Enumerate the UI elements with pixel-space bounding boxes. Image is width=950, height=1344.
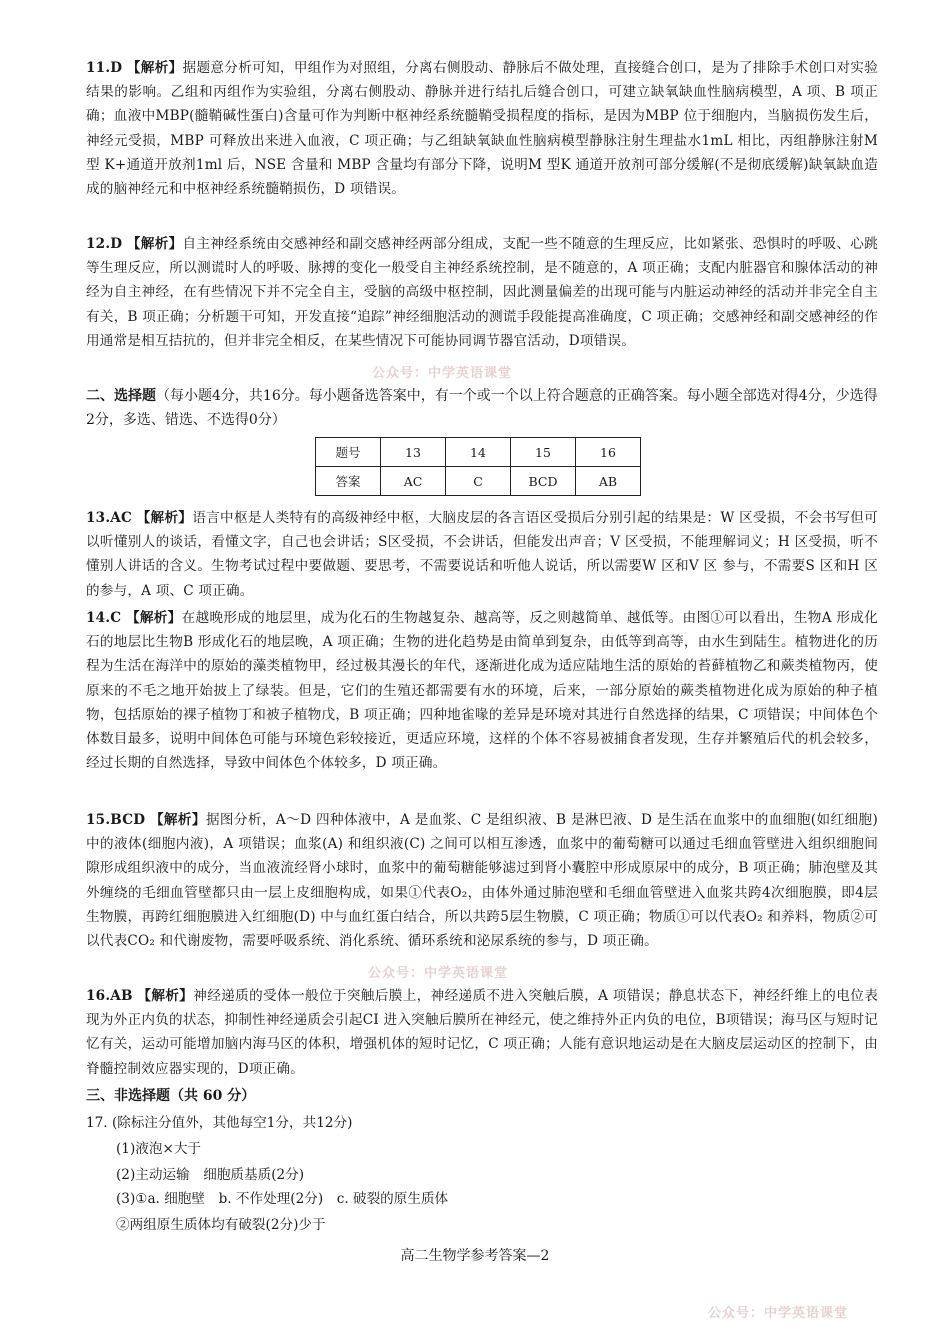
- answer-12-explanation: 自主神经系统由交感神经和副交感神经两部分组成，支配一些不随意的生理反应，比如紧张、恐惧时的呼吸、心跳等生理反应，所以测谎时人的呼吸、脉搏的变化一般受自主神经系统控制，是不随意的，A 项正确；支配内脏器官和腺体活动的神经为自主神经，在有些情况下并不完全自主，受脑的高级中枢控制，因此测量偏差的出现可能与内脏运动神经的活动并非完全自主有关，B 项正确；分析题干可知，开发直接“追踪”神经细胞活动的测谎手段能提高准确度，C 项正确；交感神经和副交感神经的作用通常是相互拮抗的，但并非完全相反，在某些情况下可能协同调节器官活动，D项错误。: [86, 236, 878, 349]
- answer-table-number-16: 16: [576, 438, 641, 467]
- answer-15: [86, 808, 878, 953]
- answer-13: [86, 506, 878, 603]
- answer-table-label-answer: 答案: [316, 467, 381, 496]
- answer-17-part-3: (3)①a. 细胞壁 b. 不作处理(2分) c. 破裂的原生质体: [116, 1191, 449, 1207]
- answer-table-answer-16: AB: [576, 467, 641, 496]
- answer-13-number: 13.AC: [86, 510, 133, 526]
- answer-17-part-1: (1)液泡×大于: [116, 1141, 202, 1157]
- answer-15-tag: 【解析】: [149, 812, 206, 828]
- answer-16: [86, 984, 878, 1081]
- answer-13-explanation: 语言中枢是人类特有的高级神经中枢，大脑皮层的各言语区受损后分别引起的结果是：W 区受损，不会书写但可以听懂别人的谈话，看懂文字，自己也会讲话；S区受损，不会讲话，但能发出声音；V 区受损，不能理解词义；H 区受损，听不懂别人讲话的含义。生物考试过程中要做题、要思考，不需要说话和听他人说话，所以需要W 区和V 区 参与，不需要S 区和H 区的参与，A 项、C 项正确。: [86, 510, 878, 599]
- answer-table-answer-13: AC: [381, 467, 446, 496]
- answer-14: [86, 606, 878, 775]
- watermark-1: 公众号：中学英语课堂: [372, 366, 513, 381]
- answer-table-answer-15: BCD: [511, 467, 576, 496]
- answer-13-tag: 【解析】: [136, 510, 193, 526]
- answer-12-tag: 【解析】: [126, 236, 183, 252]
- section-3-heading: 三、非选择题（共 60 分）: [86, 1088, 256, 1104]
- answer-14-number: 14.C: [86, 610, 122, 626]
- answer-table-answer-row: [316, 467, 641, 496]
- answer-table-number-row: [316, 438, 641, 467]
- section-2-title: 二、选择题: [86, 388, 156, 404]
- watermark-3: 公众号：中学英语课堂: [708, 1306, 849, 1321]
- answer-16-tag: 【解析】: [137, 988, 194, 1004]
- answer-table-number-13: 13: [381, 438, 446, 467]
- section-2-heading: [86, 384, 886, 432]
- answer-16-number: 16.AB: [86, 988, 133, 1004]
- watermark-2: 公众号：中学英语课堂: [368, 966, 509, 981]
- answer-15-number: 15.BCD: [86, 812, 146, 828]
- answer-17-header: 17. (除标注分值外，其他每空1分，共12分): [86, 1115, 353, 1131]
- answer-table-answer-14: C: [446, 467, 511, 496]
- answer-11-explanation: 据题意分析可知，甲组作为对照组，分离右侧股动、静脉后不做处理，直接缝合创口，是为了排除手术创口对实验结果的影响。乙组和丙组作为实验组，分离右侧股动、静脉并进行结扎后缝合创口，可建立缺氧缺血性脑病模型，A 项、B 项正确；血液中MBP(髓鞘碱性蛋白)含量可作为判断中枢神经系统髓鞘受损程度的指标，是因为MBP 位于细胞内，当脑损伤发生后，神经元受损，MBP 可释放出来进入血液，C 项正确；与乙组缺氧缺血性脑病模型静脉注射生理盐水1mL 相比，丙组静脉注射M 型 K+通道开放剂1ml 后，NSE 含量和 MBP 含量均有部分下降，说明M 型K 通道开放剂可部分缓解(不是彻底缓解)缺氧缺血造成的脑神经元和中枢神经系统髓鞘损伤，D 项错误。: [86, 60, 878, 198]
- answer-table-label-number: 题号: [316, 438, 381, 467]
- answer-table: [315, 437, 641, 496]
- answer-table-number-15: 15: [511, 438, 576, 467]
- answer-11-number: 11.D: [86, 60, 123, 76]
- answer-15-explanation: 据图分析，A～D 四种体液中，A 是血浆、C 是组织液、B 是淋巴液、D 是生活在血浆中的血细胞(如红细胞)中的液体(细胞内液)，A 项错误；血浆(A) 和组织液(C) 之间可以相互渗透，血浆中的葡萄糖可以通过毛细血管壁进入组织细胞间隙形成组织液中的成分，当血液流经肾小球时，血浆中的葡萄糖能够滤过到肾小囊腔中形成原尿中的成分，B 项正确；肺泡壁及其外缠绕的毛细血管壁都只由一层上皮细胞构成，如果①代表O₂，由体外通过肺泡壁和毛细血管壁进入血浆共跨4次细胞膜，即4层生物膜，再跨红细胞膜进入红细胞(D) 中与血红蛋白结合，所以共跨5层生物膜，C 项正确；物质①可以代表O₂ 和养料，物质②可以代表CO₂ 和代谢废物，需要呼吸系统、消化系统、循环系统和泌尿系统的参与，D 项正确。: [86, 812, 878, 950]
- answer-14-tag: 【解析】: [125, 610, 182, 626]
- answer-12-number: 12.D: [86, 236, 123, 252]
- answer-11: [86, 56, 878, 201]
- answer-11-tag: 【解析】: [126, 60, 183, 76]
- answer-17-part-2: (2)主动运输 细胞质基质(2分): [116, 1167, 305, 1183]
- page-footer: 高二生物学参考答案—2: [400, 1248, 550, 1264]
- answer-14-explanation: 在越晚形成的地层里，成为化石的生物越复杂、越高等，反之则越简单、越低等。由图①可以看出，生物A 形成化石的地层比生物B 形成化石的地层晚，A 项正确；生物的进化趋势是由简单到复杂，由低等到高等，由水生到陆生。植物进化的历程为生活在海洋中的原始的藻类植物甲，经过极其漫长的年代，逐渐进化成为适应陆地生活的原始的苔藓植物乙和蕨类植物丙，使原来的不毛之地开始披上了绿装。但是，它们的生殖还都需要有水的环境，后来，一部分原始的蕨类植物进化成为原始的种子植物，包括原始的裸子植物丁和被子植物戊，B 项正确；四种地雀喙的差异是环境对其进行自然选择的结果，C 项错误；中间体色个体数目最多，说明中间体色可能与环境色彩较接近，更适应环境，这样的个体不容易被捕食者发现，生存并繁殖后代的机会较多，经过长期的自然选择，导致中间体色个体较多，D 项正确。: [86, 610, 878, 772]
- answer-table-number-14: 14: [446, 438, 511, 467]
- answer-16-explanation: 神经递质的受体一般位于突触后膜上，神经递质不进入突触后膜，A 项错误；静息状态下，神经纤维上的电位表现为外正内负的状态，抑制性神经递质会引起CI 进入突触后膜所在神经元，使之维持外正内负的电位，B项错误；海马区与短时记忆有关，运动可能增加脑内海马区的体积，增强机体的短时记忆，C 项正确；人能有意识地运动是在大脑皮层运动区的控制下，由脊髓控制效应器实现的，D项正确。: [86, 988, 878, 1077]
- section-2-description: （每小题4分，共16分。每小题备选答案中，有一个或一个以上符合题意的正确答案。每小题全部选对得4分，少选得2分，多选、错选、不选得0分）: [86, 388, 878, 428]
- answer-17-part-3-2: ②两组原生质体均有破裂(2分)少于: [116, 1217, 326, 1233]
- answer-12: [86, 232, 878, 353]
